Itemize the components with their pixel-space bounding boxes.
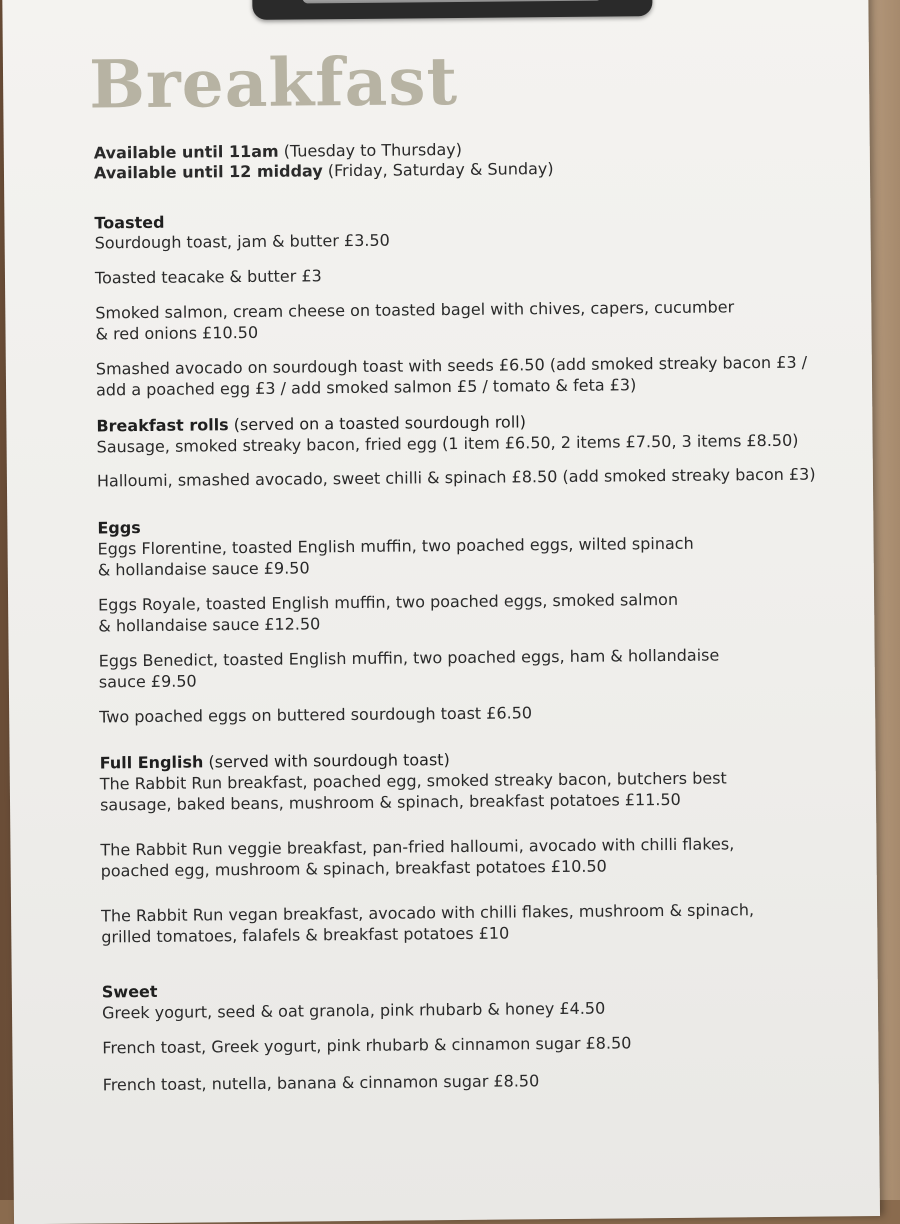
section-heading-eggs: Eggs bbox=[97, 518, 141, 538]
section-heading-sweet: Sweet bbox=[101, 981, 158, 1002]
menu-item-cont: grilled tomatoes, falafels & breakfast potatoes £10 bbox=[101, 923, 510, 947]
menu-item: Halloumi, smashed avocado, sweet chilli & spinach £8.50 (add smoked streaky bacon £3) bbox=[96, 464, 816, 491]
menu-item: Eggs Florentine, toasted English muffin, two poached eggs, wilted spinach bbox=[97, 533, 694, 559]
menu-item: The Rabbit Run veggie breakfast, pan-fried halloumi, avocado with chilli flakes, bbox=[100, 834, 735, 860]
menu-item: Eggs Royale, toasted English muffin, two poached eggs, smoked salmon bbox=[98, 589, 679, 615]
menu-item: Eggs Benedict, toasted English muffin, two poached eggs, ham & hollandaise bbox=[98, 645, 720, 671]
menu-item: Two poached eggs on buttered sourdough toast £6.50 bbox=[99, 703, 533, 727]
availability-weekday: Available until 11am (Tuesday to Thursday) bbox=[93, 139, 463, 163]
menu-item: Sourdough toast, jam & butter £3.50 bbox=[94, 230, 390, 253]
menu-item: The Rabbit Run vegan breakfast, avocado with chilli flakes, mushroom & spinach, bbox=[101, 900, 755, 926]
menu-item: Sausage, smoked streaky bacon, fried egg (1 item £6.50, 2 items £7.50, 3 items £8.50) bbox=[96, 430, 799, 457]
section-heading-rolls: Breakfast rolls (served on a toasted sourdough roll) bbox=[96, 412, 527, 436]
menu-item: Smashed avocado on sourdough toast with seeds £6.50 (add smoked streaky bacon £3 / bbox=[95, 352, 808, 379]
menu-item: The Rabbit Run breakfast, poached egg, smoked streaky bacon, butchers best bbox=[99, 768, 727, 794]
menu-item-cont: sauce £9.50 bbox=[98, 671, 197, 692]
menu-item: Toasted teacake & butter £3 bbox=[94, 266, 322, 288]
menu-title: Breakfast bbox=[88, 41, 459, 124]
menu-item: French toast, nutella, banana & cinnamon sugar £8.50 bbox=[102, 1071, 540, 1095]
section-heading-toasted: Toasted bbox=[94, 212, 165, 233]
availability-weekend: Available until 12 midday (Friday, Saturday & Sunday) bbox=[93, 159, 554, 183]
section-heading-full-english: Full English (served with sourdough toast) bbox=[99, 750, 450, 773]
menu-item: French toast, Greek yogurt, pink rhubarb & cinnamon sugar £8.50 bbox=[102, 1033, 632, 1058]
menu-item-cont: poached egg, mushroom & spinach, breakfast potatoes £10.50 bbox=[100, 856, 607, 881]
menu-item-cont: & hollandaise sauce £9.50 bbox=[97, 558, 310, 580]
menu-item: Smoked salmon, cream cheese on toasted bagel with chives, capers, cucumber bbox=[95, 297, 735, 323]
menu-item-cont: add a poached egg £3 / add smoked salmon £5 / tomato & feta £3) bbox=[95, 375, 637, 400]
menu-item: Greek yogurt, seed & oat granola, pink rhubarb & honey £4.50 bbox=[101, 998, 606, 1023]
menu-sheet bbox=[2, 0, 880, 1224]
menu-item-cont: & hollandaise sauce £12.50 bbox=[98, 614, 321, 636]
menu-item-cont: sausage, baked beans, mushroom & spinach, breakfast potatoes £11.50 bbox=[99, 789, 681, 815]
menu-item-cont: & red onions £10.50 bbox=[95, 322, 259, 344]
